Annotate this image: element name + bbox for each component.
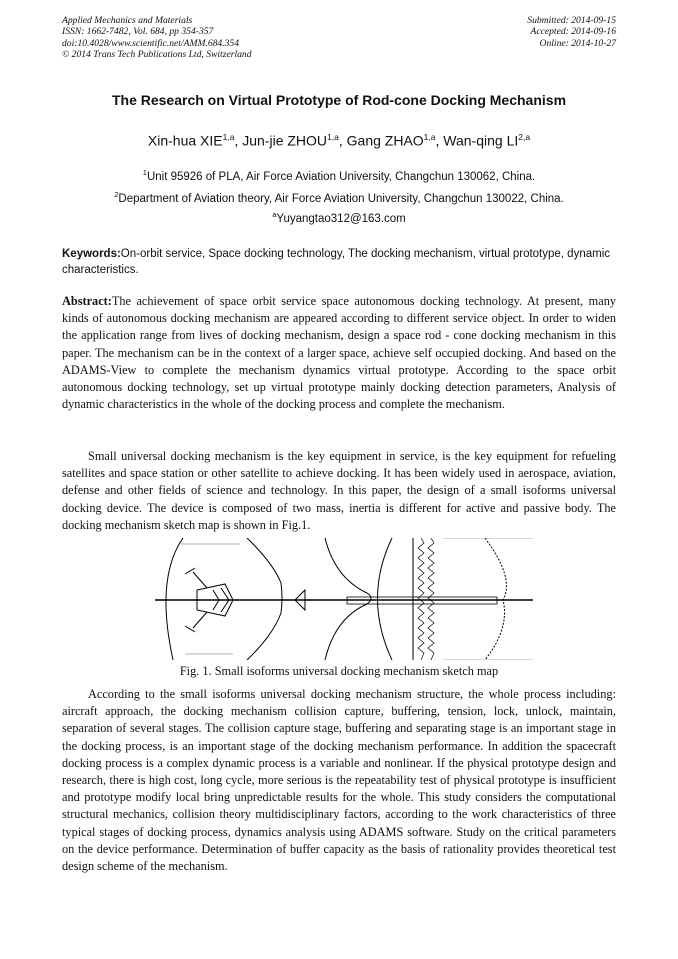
- journal-doi: doi:10.4028/www.scientific.net/AMM.684.354: [62, 37, 240, 49]
- journal-copyright: © 2014 Trans Tech Publications Ltd, Switzerland: [62, 48, 252, 60]
- author-affiliation-mark: 2,a: [518, 132, 531, 142]
- spring-left: [418, 538, 424, 660]
- author-name: Wan-qing LI: [443, 132, 519, 149]
- accepted-date: Accepted: 2014-09-16: [530, 26, 616, 38]
- affiliation-mark: 1: [142, 168, 147, 177]
- author-list: [0, 132, 678, 149]
- probe-housing-curve: [378, 538, 393, 660]
- right-body-outline: [485, 538, 506, 660]
- affiliation: [0, 168, 678, 183]
- author-separator: ,: [435, 132, 444, 149]
- author-separator: ,: [338, 132, 347, 149]
- affiliation-mark: 2: [114, 190, 119, 199]
- active-body-outline: [325, 538, 371, 660]
- intro-paragraph: Small universal docking mechanism is the key equipment in service, is the key equipment for refueling satellites and space station or other satellite to achieve docking. It has been widely used in aerospace, aviation, defense and other fields of science and technology. In this paper, the design of a small isoforms universal docking device. The device is composed of two mass, inertia is different for active and passive body. The docking mechanism sketch map is shown in Fig.1.: [62, 449, 616, 532]
- author-name: Xin-hua XIE: [147, 132, 223, 149]
- author-name: Gang ZHAO: [346, 132, 424, 149]
- figure-caption: Fig. 1. Small isoforms universal docking mechanism sketch map: [179, 664, 499, 678]
- abstract-section: [62, 293, 616, 413]
- affiliation-text: Department of Aviation theory, Air Force Aviation University, Changchun 130022, China.: [118, 192, 564, 205]
- docking-mechanism-sketch: [155, 538, 533, 660]
- keywords-label: Keywords:: [62, 248, 121, 260]
- paper-title: The Research on Virtual Prototype of Rod-cone Docking Mechanism: [111, 92, 567, 108]
- author-affiliation-mark: 1,a: [222, 132, 235, 142]
- journal-issn: ISSN: 1662-7482, Vol. 684, pp 354-357: [62, 26, 214, 38]
- author-affiliation-mark: 1,a: [327, 132, 339, 142]
- latch-arm-upper: [185, 568, 207, 588]
- left-body-outline: [166, 538, 183, 660]
- author-affiliation-mark: 1,a: [423, 132, 436, 142]
- online-date: Online: 2014-10-27: [539, 37, 616, 49]
- keywords-section: [62, 247, 618, 278]
- keywords-text: On-orbit service, Space docking technology, The docking mechanism, virtual prototype, dynamic characteristics.: [62, 248, 611, 276]
- journal-info: [62, 15, 252, 60]
- email-address: Yuyangtao312@163.com: [276, 212, 406, 225]
- abstract-text: The achievement of space orbit service space autonomous docking technology. At present, many kinds of autonomous docking mechanism are appeared according to different service object. In order to widen the application range from lives of docking mechanism, design a space rod - cone docking mechanism in this paper. The mechanism can be in the context of a larger space, achieve self occupied docking. And based on the ADAMS-View to complete the mechanism dynamics virtual prototype. According to the space orbit autonomous docking technology, set up virtual prototype mainly docking detection parameters, Analysis of dynamic characteristics in the whole of the docking process and complete the mechanism.: [62, 294, 616, 412]
- passive-cone-outline: [247, 538, 282, 660]
- submitted-date: Submitted: 2014-09-15: [527, 15, 616, 26]
- right-body-rim: [443, 538, 533, 660]
- process-paragraph: According to the small isoforms universal docking mechanism structure, the whole process including: aircraft approach, the docking mechanism collision capture, buffering, tension, lock, unlock, maintain, separation of several stages. The collision capture stage, buffering and separating stage is an important stage in the docking process, is an important stage of the docking mechanism performance. In addition the spacecraft docking process is a complex dynamic process is a variable and nonlinear. If the physical prototype design and research, there is high cost, long cycle, more serious is the repeatability test of physical prototype is insufficient and prototype modify local bring unpredictable results for the whole. This study considers the computational structural mechanics, collision theory multidisciplinary factors, according to the work characteristics of three typical stages of docking process, dynamics analysis using ADAMS software. Study on the critical parameters on the device performance. Determination of buffer capacity as the basis of rationality provides theoretical test design scheme of the mechanism.: [62, 687, 616, 874]
- publication-dates: [527, 15, 616, 49]
- author-name: Jun-jie ZHOU: [242, 132, 328, 149]
- author-email: [0, 210, 678, 225]
- left-body-rim: [181, 544, 240, 654]
- journal-name: Applied Mechanics and Materials: [62, 15, 193, 26]
- affiliation: [0, 190, 678, 205]
- abstract-label: Abstract:: [62, 294, 112, 308]
- affiliation-mark: a: [272, 210, 277, 219]
- affiliation-text: Unit 95926 of PLA, Air Force Aviation University, Changchun 130062, China.: [146, 170, 536, 183]
- latch-arm-lower: [185, 612, 207, 632]
- author-separator: ,: [234, 132, 243, 149]
- spring-right: [428, 538, 434, 660]
